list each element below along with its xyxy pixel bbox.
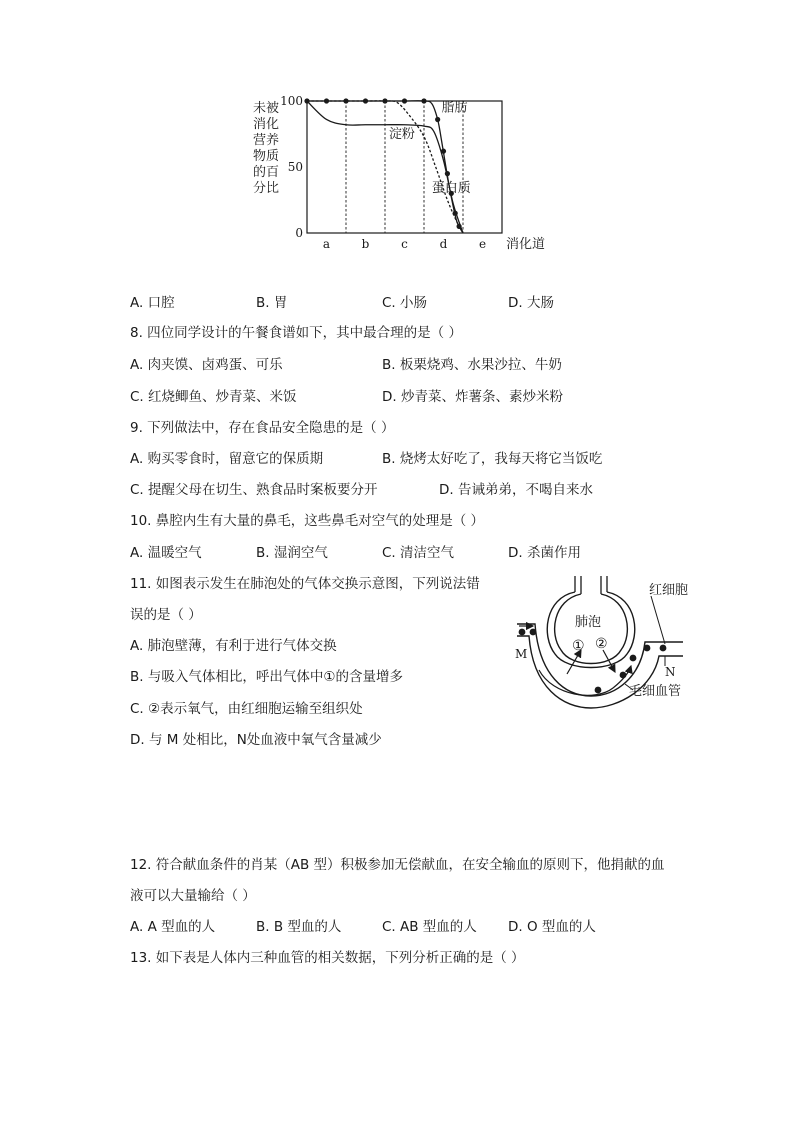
red-blood-cell: [660, 645, 667, 652]
q8-option-a[interactable]: A. 肉夹馍、卤鸡蛋、可乐: [130, 357, 283, 373]
q9-option-d[interactable]: D. 告诫弟弟，不喝自来水: [439, 482, 593, 498]
marker-1: ①: [572, 638, 585, 654]
x-tick-label: c: [401, 237, 408, 251]
chart-labels: [253, 94, 545, 252]
q12-option-c[interactable]: C. AB 型血的人: [382, 919, 477, 935]
blood-flow-arrow: [539, 666, 631, 695]
q9-option-b[interactable]: B. 烧烤太好吃了，我每天将它当饭吃: [382, 451, 603, 467]
fat-data-point: [343, 98, 348, 103]
q11-option-a[interactable]: A. 肺泡壁薄，有利于进行气体交换: [130, 638, 337, 654]
x-tick-label: d: [439, 237, 448, 251]
q8-option-b[interactable]: B. 板栗烧鸡、水果沙拉、牛奶: [382, 357, 562, 373]
q11-option-d[interactable]: D. 与 M 处相比，N处血液中氧气含量减少: [130, 732, 382, 748]
q9-option-c[interactable]: C. 提醒父母在切生、熟食品时案板要分开: [130, 482, 378, 498]
fat-data-point: [324, 98, 329, 103]
airway-inner: [581, 576, 601, 594]
alveolus-label: 肺泡: [575, 615, 602, 630]
rbc-label: 红细胞: [649, 583, 689, 598]
x-tick-label: b: [361, 237, 370, 251]
fat-data-point: [382, 98, 387, 103]
plot-frame: [307, 101, 502, 233]
q11-stem-line2: 误的是（ ）: [130, 607, 202, 623]
q11-option-b[interactable]: B. 与吸入气体相比，呼出气体中①的含量增多: [130, 669, 403, 685]
fat-data-point: [441, 149, 446, 154]
q9-option-a[interactable]: A. 购买零食时，留意它的保质期: [130, 451, 324, 467]
y-tick-label: 50: [287, 160, 303, 174]
marker-2: ②: [595, 636, 608, 652]
fat-data-point: [304, 98, 309, 103]
label-n: N: [665, 665, 676, 679]
q7-option-c[interactable]: C. 小肠: [382, 295, 428, 311]
q7-option-a[interactable]: A. 口腔: [130, 295, 175, 311]
q8-option-c[interactable]: C. 红烧鲫鱼、炒青菜、米饭: [130, 389, 297, 405]
y-tick-label: 100: [280, 94, 303, 108]
red-blood-cell: [530, 629, 537, 636]
fat-data-point: [435, 117, 440, 122]
x-tick-label: a: [322, 237, 331, 251]
digestion-chart: [250, 90, 550, 255]
y-axis-title-line: 的百: [253, 165, 280, 180]
rbc-leader: [651, 596, 665, 644]
airway: [575, 576, 607, 592]
red-blood-cell: [519, 629, 526, 636]
fat-data-point: [363, 98, 368, 103]
red-blood-cell: [630, 655, 637, 662]
red-blood-cell: [595, 687, 602, 694]
q11-stem-line1: 11. 如图表示发生在肺泡处的气体交换示意图，下列说法错: [130, 576, 480, 592]
y-tick-label: 0: [295, 226, 303, 240]
fat-data-point: [453, 211, 458, 216]
q11-option-c[interactable]: C. ②表示氧气，由红细胞运输至组织处: [130, 701, 363, 717]
fat-data-point: [457, 224, 462, 229]
q7-option-b[interactable]: B. 胃: [256, 295, 288, 311]
q12-stem-line1: 12. 符合献血条件的肖某（AB 型）积极参加无偿献血，在安全输血的原则下，他捐献的血: [130, 857, 665, 873]
x-axis-title: 消化道: [506, 237, 546, 252]
q9-stem: 9. 下列做法中，存在食品安全隐患的是（ ）: [130, 420, 395, 436]
q12-option-d[interactable]: D. O 型血的人: [508, 919, 596, 935]
y-axis-title-line: 营养: [253, 133, 280, 148]
series-label: 脂肪: [441, 100, 468, 116]
y-axis-title-line: 未被: [253, 101, 280, 116]
y-axis-title-line: 物质: [253, 149, 280, 164]
q10-option-b[interactable]: B. 湿润空气: [256, 545, 328, 561]
y-axis-title-line: 分比: [253, 181, 280, 196]
q10-option-c[interactable]: C. 清洁空气: [382, 545, 455, 561]
y-axis-title-line: 消化: [253, 117, 280, 132]
x-tick-label: e: [478, 237, 487, 251]
series-label: 淀粉: [388, 126, 415, 142]
series-label: 蛋白质: [431, 181, 471, 197]
q10-option-d[interactable]: D. 杀菌作用: [508, 545, 581, 561]
red-blood-cell: [620, 672, 627, 679]
q10-option-a[interactable]: A. 温暖空气: [130, 545, 202, 561]
chart-series: [304, 98, 463, 233]
q8-option-d[interactable]: D. 炒青菜、炸薯条、素炒米粉: [382, 389, 563, 405]
capillary-label: 毛细血管: [629, 684, 682, 699]
fat-data-point: [402, 98, 407, 103]
alveolus-diagram: [505, 572, 705, 712]
q10-stem: 10. 鼻腔内生有大量的鼻毛，这些鼻毛对空气的处理是（ ）: [130, 513, 485, 529]
fat-data-point: [445, 171, 450, 176]
q13-stem: 13. 如下表是人体内三种血管的相关数据，下列分析正确的是（ ）: [130, 950, 525, 966]
red-blood-cell: [644, 645, 651, 652]
label-m: M: [515, 647, 528, 661]
q7-option-d[interactable]: D. 大肠: [508, 295, 554, 311]
q12-option-a[interactable]: A. A 型血的人: [130, 919, 216, 935]
q8-stem: 8. 四位同学设计的午餐食谱如下，其中最合理的是（ ）: [130, 325, 462, 341]
q12-option-b[interactable]: B. B 型血的人: [256, 919, 342, 935]
q12-stem-line2: 液可以大量输给（ ）: [130, 888, 256, 904]
fat-data-point: [421, 98, 426, 103]
chart-frame: [307, 101, 502, 233]
